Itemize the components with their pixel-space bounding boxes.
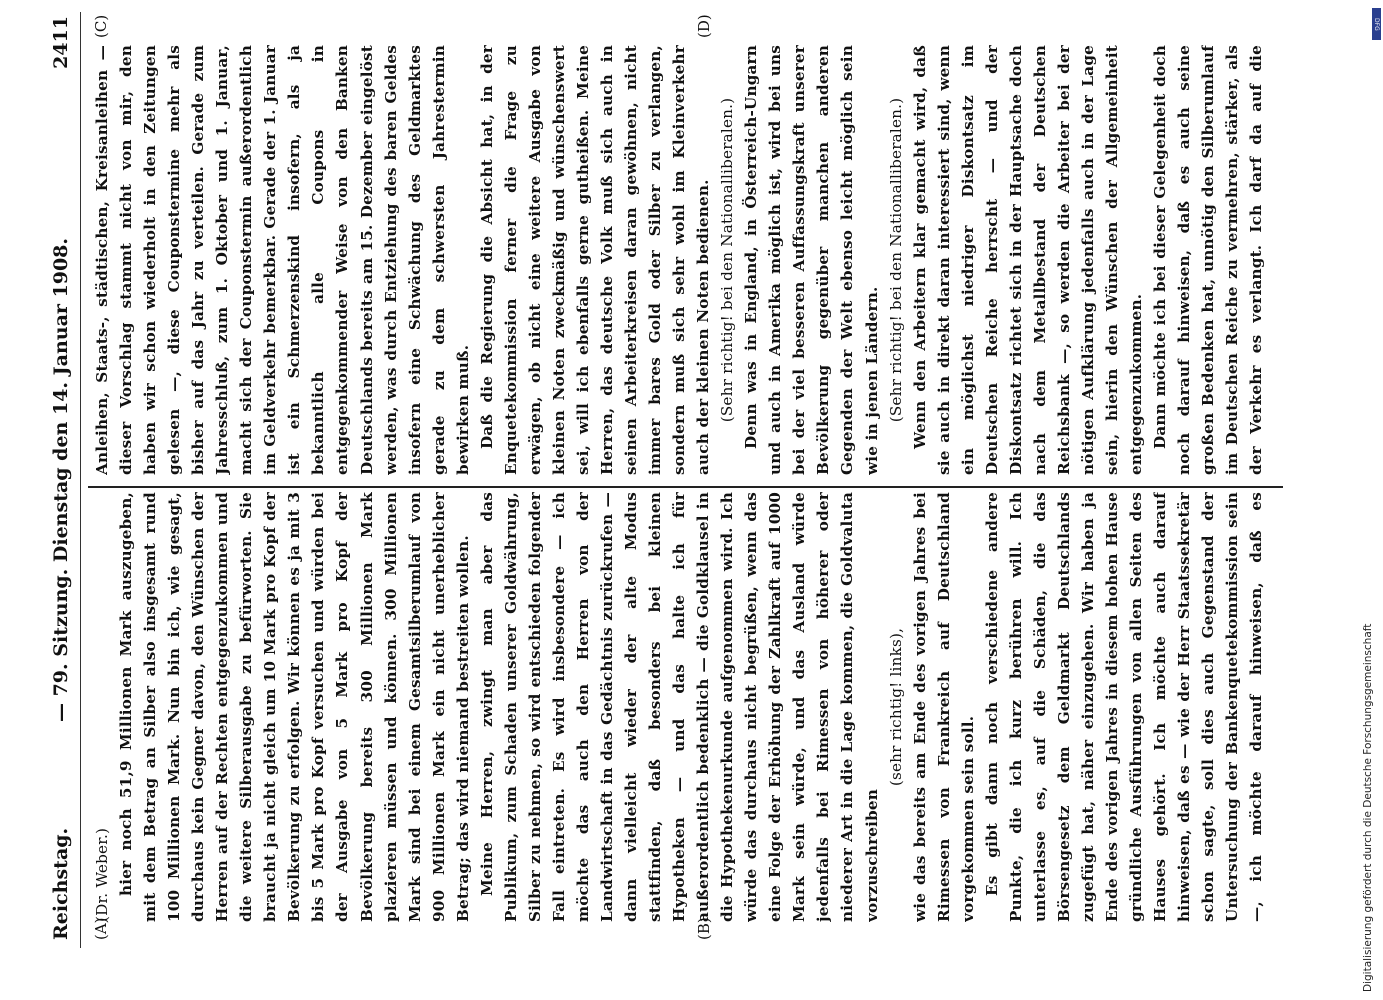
header-rule (80, 12, 81, 948)
digitization-credit: Digitalisierung gefördert durch die Deutsche Forschungsgemeinschaft (1362, 623, 1374, 992)
interjection: (Sehr richtig! bei den Nationalliberalen.) (886, 97, 905, 423)
header-title: — 79. Sitzung. Dienstag den 14. Januar 1908. (50, 237, 72, 723)
paragraph: Meine Herren, zwingt man aber das Publikum, zum Schaden unserer Goldwährung, Silber zu nehmen, so wird entschieden folgender Fall eintreten. Es wird insbesondere — ich möchte das auch den Herren von der Landwirtschaft in das Gedächtnis zurückrufen — dann vielleicht wieder der alte Modus stattfinden, daß besonders bei kleinen Hypotheken — und das halte ich für außerordentlich bedenklich — die Goldklausel in die Hypothekenurkunde aufgenommen wird. Ich würde das durchaus nicht begrüßen, wenn das eine Folge der Erhöhung der Zahlkraft auf 1000 Mark sein würde, und das Ausland würde jedenfalls bei Rimessen von höherer oder niederer Art in die Lage kommen, die Goldvaluta vorzuschreiben (477, 492, 881, 922)
page-number: 2411 (50, 16, 72, 69)
paragraph: wie das bereits am Ende des vorigen Jahres bei Rimessen von Frankreich auf Deutschland vorgekommen sein soll. (910, 492, 977, 922)
paragraph: Anleihen, Staats-, städtischen, Kreisanleihen — dieser Vorschlag stammt nicht von mir, den haben wir schon wiederholt in den Zeitungen gelesen —, diese Couponstermine mehr als bisher auf das Jahr zu verteilen. Gerade zum Jahresschluß, zum 1. Oktober und 1. Januar, macht sich der Couponstermin außerordentlich im Geldverkehr bemerkbar. Gerade der 1. Januar ist ein Schmerzenskind insofern, als ja bekanntlich alle Coupons in entgegenkommender Weise von den Banken Deutschlands bereits am 15. Dezember eingelöst werden, was durch Entziehung des baren Geldes insofern eine Schwächung des Geldmarktes gerade zu dem schwersten Jahrestermin bewirken muß. (93, 45, 472, 475)
paragraph: hier noch 51,9 Millionen Mark auszugeben, mit dem Betrag an Silber also insgesamt rund 100 Millionen Mark. Nun bin ich, wie gesagt, durchaus kein Gegner davon, den Wünschen der Herren auf der Rechten entgegenzukommen und die weitere Silberausgabe zu befürworten. Sie braucht ja nicht gleich um 10 Mark pro Kopf der Bevölkerung zu erfolgen. Wir können es ja mit 3 bis 5 Mark pro Kopf versuchen und würden bei der Ausgabe von 5 Mark pro Kopf der Bevölkerung bereits 300 Millionen Mark plazieren müssen und können. 300 Millionen Mark sind bei einem Gesamtsilberumlauf von 900 Millionen Mark ein nicht unerheblicher Betrag; das wird niemand bestreiten wollen. (117, 492, 472, 922)
column-divider (88, 486, 1283, 488)
margin-marker-c: (C) (92, 14, 110, 38)
paragraph: Es gibt dann noch verschiedene andere Punkte, die ich kurz berühren will. Ich unterlasse es, auf die Schäden, die das Börsengesetz dem Geldmarkt Deutschlands zugefügt hat, näher einzugehen. Wir haben ja Ende des vorigen Jahres in diesem hohen Hause gründliche Ausführungen von allen Seiten des Hauses gehört. Ich möchte auch darauf hinweisen, daß es — wie der Herr Staatssekretär schon sagte, soll dies auch Gegenstand der Untersuchung der Bankenquetekommission sein —, ich möchte darauf hinweisen, daß es (982, 492, 1266, 922)
paragraph: Dann möchte ich bei dieser Gelegenheit doch noch darauf hinweisen, daß es auch seine großen Bedenken hat, unnötig den Silberumlauf im Deutschen Reiche zu vermehren, stärker, als der Verkehr es verlangt. Ich darf da auf die (1151, 45, 1266, 475)
right-text-column (90, 45, 1270, 475)
margin-marker-b: (B) (695, 917, 713, 940)
left-text-column (90, 492, 1270, 922)
paragraph: Daß die Regierung die Absicht hat, in der Enquetekommission ferner die Frage zu erwägen, ob nicht eine weitere Ausgabe von kleinen Noten zweckmäßig und wünschenswert sei, will ich ebenfalls gerne gutheißen. Meine Herren, das deutsche Volk muß sich auch in seinen Arbeiterkreisen daran gewöhnen, nicht immer bares Gold oder Silber zu verlangen, sondern muß sich sehr wohl im Kleinverkehr auch der kleinen Noten bedienen. (477, 45, 713, 475)
dfg-logo: DFG (1372, 8, 1381, 40)
margin-marker-a: (A) (92, 917, 110, 940)
interjection: (sehr richtig! links), (886, 627, 905, 787)
paragraph: Wenn den Arbeitern klar gemacht wird, daß sie auch in direkt daran interessiert sind, wenn ein möglichst niedriger Diskontsatz im Deutschen Reiche herrscht — und der Diskontsatz richtet sich in der Hauptsache doch nach dem Metallbestand der Deutschen Reichsbank —, so werden die Arbeiter bei der nötigen Aufklärung jedenfalls auch in der Lage sein, hierin den Wünschen der Allgemeinheit entgegenzukommen. (910, 45, 1146, 475)
header-left: Reichstag. (50, 827, 72, 940)
page-header (44, 12, 80, 948)
paragraph: Denn was in England, in Österreich-Ungarn und auch in Amerika möglich ist, wird bei uns bei der viel besseren Auffassungskraft unserer Bevölkerung gegenüber manchen anderen Gegenden der Welt ebenso leicht möglich sein wie in jenen Ländern. (742, 45, 881, 475)
interjection: (Sehr richtig! bei den Nationalliberalen.) (718, 97, 737, 423)
margin-marker-d: (D) (695, 14, 713, 38)
speaker-label: (Dr. Weber.) (93, 827, 111, 922)
